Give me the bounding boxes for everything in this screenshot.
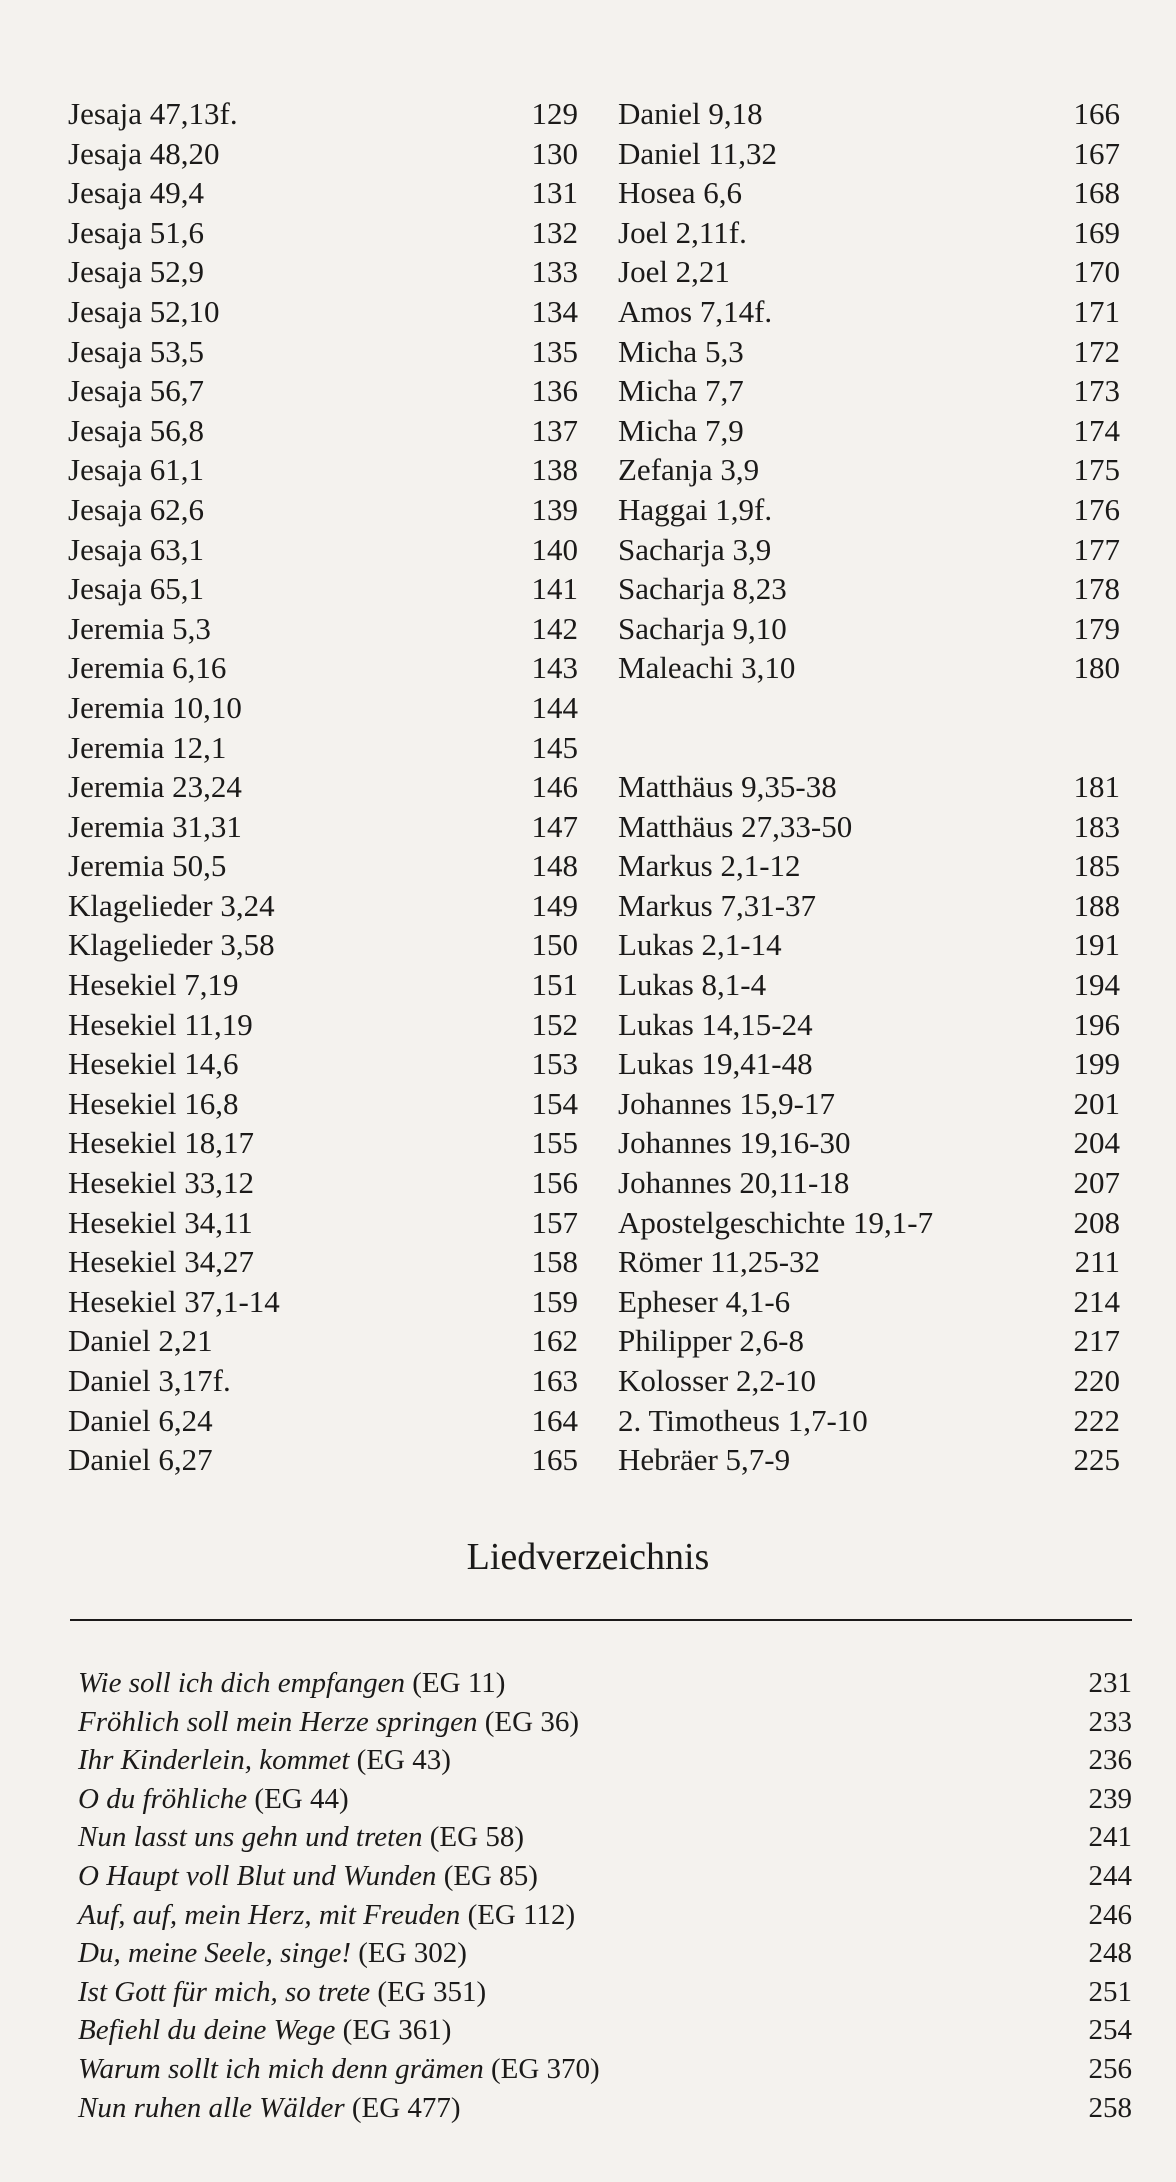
song-entry [78, 1780, 1132, 1819]
scripture-reference: Johannes 15,9-17 [618, 1085, 835, 1121]
index-entry [618, 252, 1120, 292]
song-title: O du fröhliche [78, 1782, 248, 1815]
index-entry [618, 609, 1120, 649]
scripture-reference: Matthäus 27,33-50 [618, 808, 853, 844]
index-entry [68, 648, 578, 688]
song-title: Fröhlich soll mein Herze springen [78, 1705, 478, 1738]
scripture-reference: Daniel 6,24 [68, 1402, 213, 1438]
song-entry [78, 1973, 1132, 2012]
page-number: 225 [1073, 1442, 1120, 1478]
index-entry [68, 688, 578, 728]
page-number: 180 [1073, 650, 1120, 686]
index-entry [618, 1044, 1120, 1084]
page-number: 244 [1088, 1859, 1132, 1892]
scripture-reference: Sacharja 3,9 [618, 531, 772, 567]
page-number: 142 [531, 610, 578, 646]
index-entry [68, 609, 578, 649]
index-entry [68, 1044, 578, 1084]
page-number: 133 [531, 254, 578, 290]
scripture-reference: Klagelieder 3,58 [68, 927, 275, 963]
index-entry [618, 1163, 1120, 1203]
index-entry [68, 1203, 578, 1243]
hymnal-number: (EG 36) [484, 1705, 579, 1738]
page-number: 134 [531, 293, 578, 329]
song-entry [78, 2089, 1132, 2128]
page-number: 199 [1073, 1046, 1120, 1082]
index-entry [68, 1321, 578, 1361]
page-number: 208 [1073, 1204, 1120, 1240]
page-number: 194 [1073, 967, 1120, 1003]
page-number: 132 [531, 214, 578, 250]
page-number: 156 [531, 1165, 578, 1201]
page-number: 239 [1088, 1782, 1132, 1815]
index-entry [68, 1123, 578, 1163]
page-number: 163 [531, 1363, 578, 1398]
page-number: 135 [531, 333, 578, 369]
page-number: 172 [1073, 333, 1120, 369]
page-number: 147 [531, 808, 578, 844]
index-entry [68, 1401, 578, 1441]
hymnal-number: (EG 112) [467, 1898, 576, 1931]
page-number: 236 [1088, 1744, 1132, 1777]
song-title: Wie soll ich dich empfangen [78, 1667, 405, 1699]
page-number: 175 [1073, 452, 1120, 488]
scripture-reference: Jeremia 10,10 [68, 689, 242, 725]
index-entry [618, 490, 1120, 530]
index-entry [68, 965, 578, 1005]
page-number: 211 [1074, 1244, 1120, 1280]
scripture-reference: Jeremia 23,24 [68, 769, 242, 805]
index-entry [68, 728, 578, 768]
scripture-reference: Jeremia 6,16 [68, 650, 227, 686]
scripture-reference: Epheser 4,1-6 [618, 1283, 791, 1319]
index-entry [618, 1361, 1120, 1401]
scripture-reference: Römer 11,25-32 [618, 1244, 821, 1280]
index-entry [618, 925, 1120, 965]
scripture-reference: Matthäus 9,35-38 [618, 769, 837, 805]
page-number: 143 [531, 650, 578, 686]
scripture-reference: Jesaja 63,1 [68, 531, 205, 567]
index-entry [618, 332, 1120, 372]
song-entry [78, 1934, 1132, 1973]
page-number: 191 [1073, 927, 1120, 963]
scripture-reference: Daniel 11,32 [618, 135, 777, 171]
page-number: 207 [1073, 1165, 1120, 1201]
index-entry [618, 728, 1120, 768]
page-number: 256 [1088, 2052, 1132, 2085]
page-number: 196 [1073, 1006, 1120, 1042]
index-entry [68, 134, 578, 174]
scripture-reference: Sacharja 8,23 [618, 571, 787, 607]
page-number: 231 [1088, 1667, 1132, 1699]
scripture-reference: Apostelgeschichte 19,1-7 [618, 1204, 934, 1240]
index-entry [68, 332, 578, 372]
scripture-reference: Markus 7,31-37 [618, 887, 817, 923]
page-number: 233 [1088, 1705, 1132, 1738]
scripture-reference: Daniel 2,21 [68, 1323, 213, 1359]
song-entry [78, 1741, 1132, 1780]
index-entry [618, 411, 1120, 451]
page-number: 154 [531, 1085, 578, 1121]
scripture-reference: Jeremia 12,1 [68, 729, 227, 765]
page-number: 171 [1073, 293, 1120, 329]
scripture-reference: Hesekiel 37,1-14 [68, 1283, 280, 1319]
song-title: Auf, auf, mein Herz, mit Freuden [78, 1898, 461, 1931]
index-entry [618, 1123, 1120, 1163]
page-number: 145 [531, 729, 578, 765]
index-entry [618, 1440, 1120, 1480]
page-number: 217 [1073, 1323, 1120, 1359]
index-entry [618, 807, 1120, 847]
index-entry [68, 450, 578, 490]
page-number: 176 [1073, 491, 1120, 527]
index-entry [68, 1242, 578, 1282]
index-entry [68, 767, 578, 807]
scripture-reference: Jesaja 47,13f. [68, 96, 238, 131]
page-number: 131 [531, 175, 578, 211]
index-entry [618, 1084, 1120, 1124]
hymnal-number: (EG 351) [377, 1975, 487, 2008]
hymnal-number: (EG 44) [254, 1782, 349, 1815]
scripture-reference: Hesekiel 16,8 [68, 1085, 239, 1121]
index-entry [68, 1361, 578, 1401]
scripture-reference: Lukas 14,15-24 [618, 1006, 813, 1042]
index-entry [68, 1440, 578, 1480]
page-number: 248 [1088, 1937, 1132, 1970]
page-number: 167 [1073, 135, 1120, 171]
page-number: 152 [531, 1006, 578, 1042]
page-number: 246 [1088, 1898, 1132, 1931]
page-number: 144 [531, 689, 578, 725]
index-entry [618, 1321, 1120, 1361]
page-number: 136 [531, 373, 578, 409]
page-number: 173 [1073, 373, 1120, 409]
index-entry [618, 1401, 1120, 1441]
index-entry [68, 1282, 578, 1322]
bible-index-left-column [68, 94, 578, 1480]
page-number: 159 [531, 1283, 578, 1319]
page-number: 130 [531, 135, 578, 171]
page-number: 162 [531, 1323, 578, 1359]
scripture-reference: Hesekiel 34,27 [68, 1244, 254, 1280]
song-entry [78, 1664, 1132, 1703]
index-entry [68, 925, 578, 965]
index-entry [618, 450, 1120, 490]
section-title: Liedverzeichnis [466, 1536, 710, 1578]
song-title: Warum sollt ich mich denn grämen [78, 2052, 484, 2085]
index-entry [68, 846, 578, 886]
index-entry [68, 490, 578, 530]
song-title: O Haupt voll Blut und Wunden [78, 1859, 437, 1892]
song-entry [78, 2011, 1132, 2050]
hymnal-number: (EG 361) [342, 2014, 452, 2047]
scripture-reference: Jesaja 56,8 [68, 412, 205, 448]
page-number: 148 [531, 848, 578, 884]
scripture-reference: Hesekiel 14,6 [68, 1046, 239, 1082]
page-number: 164 [531, 1402, 578, 1438]
scripture-reference: Jesaja 62,6 [68, 491, 205, 527]
song-entry [78, 1857, 1132, 1896]
page-number: 201 [1073, 1085, 1120, 1121]
scripture-reference: Hesekiel 34,11 [68, 1204, 253, 1240]
page-number: 179 [1073, 610, 1120, 646]
section-divider [70, 1619, 1132, 1621]
scripture-reference: Jesaja 56,7 [68, 373, 205, 409]
scripture-reference: Johannes 20,11-18 [618, 1165, 850, 1201]
page-number: 214 [1073, 1283, 1120, 1319]
scripture-reference: Klagelieder 3,24 [68, 887, 275, 923]
page-number: 149 [531, 887, 578, 923]
page-number: 220 [1073, 1363, 1120, 1398]
page-number: 137 [531, 412, 578, 448]
index-entry [68, 292, 578, 332]
scripture-reference: Amos 7,14f. [618, 293, 773, 329]
index-entry [618, 173, 1120, 213]
scripture-reference: Jesaja 48,20 [68, 135, 220, 171]
index-entry [68, 371, 578, 411]
index-entry [68, 213, 578, 253]
bible-index-right-column [618, 94, 1120, 1480]
song-index-list [78, 1664, 1132, 2127]
scripture-reference: Lukas 2,1-14 [618, 927, 782, 963]
index-entry [618, 1203, 1120, 1243]
index-entry [618, 1005, 1120, 1045]
hymnal-number: (EG 302) [358, 1937, 467, 1970]
page-number: 150 [531, 927, 578, 963]
hymnal-number: (EG 43) [356, 1744, 451, 1777]
page-number: 188 [1073, 887, 1120, 923]
song-title: Ist Gott für mich, so trete [78, 1975, 371, 2008]
page-number: 169 [1073, 214, 1120, 250]
index-entry [618, 1282, 1120, 1322]
scripture-reference: Daniel 6,27 [68, 1442, 213, 1478]
scripture-reference: Hesekiel 33,12 [68, 1165, 254, 1201]
page-number: 165 [531, 1442, 578, 1478]
scripture-reference: Hesekiel 7,19 [68, 967, 239, 1003]
scripture-reference: Joel 2,11f. [618, 214, 747, 250]
page-number: 174 [1073, 412, 1120, 448]
page-number: 138 [531, 452, 578, 488]
page-number: 178 [1073, 571, 1120, 607]
index-entry [618, 886, 1120, 926]
page-number: 153 [531, 1046, 578, 1082]
page-number: 140 [531, 531, 578, 567]
scripture-reference: Jesaja 53,5 [68, 333, 205, 369]
scripture-reference: Hesekiel 18,17 [68, 1125, 254, 1161]
page-number: 155 [531, 1125, 578, 1161]
hymnal-number: (EG 58) [429, 1821, 524, 1854]
page-number: 183 [1073, 808, 1120, 844]
song-title: Ihr Kinderlein, kommet [78, 1744, 350, 1777]
scripture-reference: Hebräer 5,7-9 [618, 1442, 791, 1478]
scripture-reference: Jesaja 52,9 [68, 254, 205, 290]
index-entry [618, 94, 1120, 134]
index-entry [618, 213, 1120, 253]
song-entry [78, 1703, 1132, 1742]
scripture-reference: Jeremia 5,3 [68, 610, 211, 646]
page-number: 146 [531, 769, 578, 805]
index-entry [618, 134, 1120, 174]
hymnal-number: (EG 11) [412, 1667, 506, 1699]
page-number: 168 [1073, 175, 1120, 211]
scripture-reference: Micha 7,9 [618, 412, 744, 448]
scripture-reference: Markus 2,1-12 [618, 848, 801, 884]
scripture-reference: Kolosser 2,2-10 [618, 1363, 817, 1398]
hymnal-number: (EG 370) [490, 2052, 600, 2085]
page-number: 254 [1088, 2014, 1132, 2047]
scripture-reference: Philipper 2,6-8 [618, 1323, 804, 1359]
page-number: 241 [1088, 1821, 1132, 1854]
scripture-reference: Jesaja 49,4 [68, 175, 205, 211]
song-entry [78, 1896, 1132, 1935]
song-title: Du, meine Seele, singe! [78, 1937, 351, 1970]
scripture-reference: Jesaja 51,6 [68, 214, 205, 250]
hymnal-number: (EG 477) [351, 2091, 461, 2124]
song-title: Nun ruhen alle Wälder [78, 2091, 345, 2124]
song-entry [78, 2050, 1132, 2089]
index-entry [68, 569, 578, 609]
index-entry [68, 1084, 578, 1124]
song-title: Nun lasst uns gehn und treten [78, 1821, 423, 1854]
scripture-reference: Daniel 9,18 [618, 96, 763, 131]
index-entry [68, 252, 578, 292]
scripture-reference: Sacharja 9,10 [618, 610, 787, 646]
scripture-reference: Jesaja 65,1 [68, 571, 205, 607]
scripture-reference: Daniel 3,17f. [68, 1363, 231, 1398]
index-entry [68, 411, 578, 451]
scripture-reference: Jeremia 31,31 [68, 808, 242, 844]
scripture-reference: 2. Timotheus 1,7-10 [618, 1402, 868, 1438]
page-number: 181 [1073, 769, 1120, 805]
index-entry [618, 1242, 1120, 1282]
hymnal-number: (EG 85) [443, 1859, 538, 1892]
index-entry [618, 530, 1120, 570]
scripture-reference: Hesekiel 11,19 [68, 1006, 253, 1042]
index-entry [68, 886, 578, 926]
index-entry [618, 648, 1120, 688]
page-number: 129 [531, 96, 578, 131]
page-number: 170 [1073, 254, 1120, 290]
page-number: 204 [1073, 1125, 1120, 1161]
page-number: 151 [531, 967, 578, 1003]
page-number: 251 [1088, 1975, 1132, 2008]
page-number: 158 [531, 1244, 578, 1280]
page-number: 258 [1088, 2091, 1132, 2124]
scripture-reference: Haggai 1,9f. [618, 491, 773, 527]
page-number: 177 [1073, 531, 1120, 567]
index-entry [618, 688, 1120, 728]
scripture-reference: Hosea 6,6 [618, 175, 742, 211]
page-number: 139 [531, 491, 578, 527]
index-entry [68, 530, 578, 570]
index-entry [68, 1005, 578, 1045]
scripture-reference: Jesaja 52,10 [68, 293, 220, 329]
scripture-reference: Maleachi 3,10 [618, 650, 796, 686]
scripture-reference: Joel 2,21 [618, 254, 730, 290]
scripture-reference: Micha 7,7 [618, 373, 744, 409]
index-entry [618, 569, 1120, 609]
scripture-reference: Lukas 19,41-48 [618, 1046, 813, 1082]
song-title: Befiehl du deine Wege [78, 2014, 336, 2047]
scripture-reference: Zefanja 3,9 [618, 452, 760, 488]
scripture-reference: Jesaja 61,1 [68, 452, 205, 488]
scripture-reference: Lukas 8,1-4 [618, 967, 767, 1003]
page-number: 222 [1073, 1402, 1120, 1438]
scripture-reference: Jeremia 50,5 [68, 848, 227, 884]
index-entry [68, 173, 578, 213]
index-entry [68, 1163, 578, 1203]
index-entry [68, 94, 578, 134]
index-entry [618, 767, 1120, 807]
scripture-reference: Micha 5,3 [618, 333, 744, 369]
page-number: 166 [1073, 96, 1120, 131]
index-entry [68, 807, 578, 847]
page-number: 185 [1073, 848, 1120, 884]
index-entry [618, 371, 1120, 411]
index-entry [618, 292, 1120, 332]
index-entry [618, 965, 1120, 1005]
song-entry [78, 1818, 1132, 1857]
scripture-reference: Johannes 19,16-30 [618, 1125, 851, 1161]
page-number: 141 [531, 571, 578, 607]
page-number: 157 [531, 1204, 578, 1240]
index-entry [618, 846, 1120, 886]
